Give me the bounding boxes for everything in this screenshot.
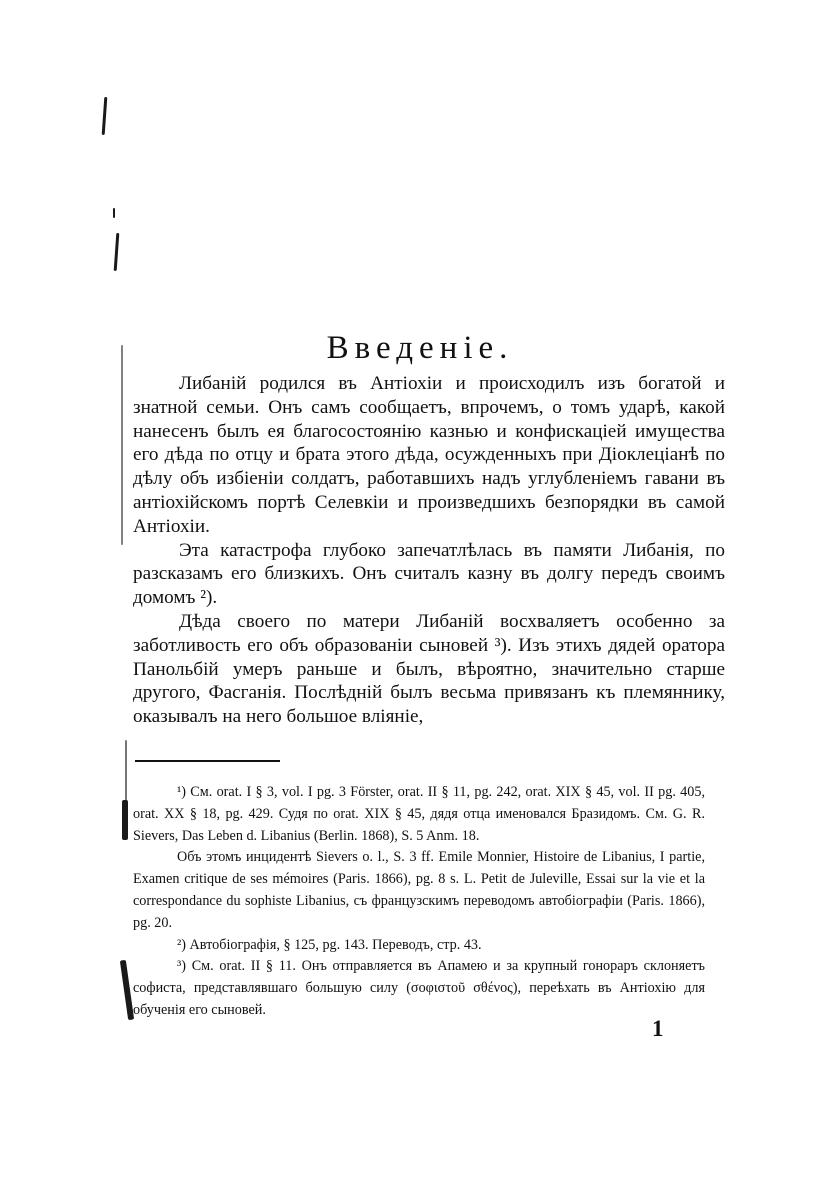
body-paragraph: Эта катастрофа глубоко запечатлѣлась въ памяти Либанiя, по разсказамъ его близкихъ. Онъ считалъ казну въ долгу передъ своимъ домомъ ²). — [133, 539, 725, 609]
footnote: Объ этомъ инцидентѣ Sievers o. l., S. 3 ff. Emile Monnier, Histoire de Libanius, I partie, Examen critique de ses mémoires (Paris. 1866), pg. 8 s. L. Petit de Juleville, Essai sur la vie et la correspondance du sophiste Libanius, съ французскимъ переводомъ автобiографiи (Paris. 1866), pg. 20. — [133, 849, 705, 931]
margin-scan-mark — [122, 800, 128, 840]
footnotes — [133, 782, 705, 1022]
margin-scan-mark — [121, 345, 123, 545]
footnote: ²) Автобiографiя, § 125, pg. 143. Переводъ, стр. 43. — [177, 936, 482, 953]
page-title: Введенiе. — [326, 330, 514, 367]
footnote-divider — [135, 760, 280, 762]
margin-scan-mark — [114, 233, 120, 271]
body-paragraph: Дѣда своего по матери Либанiй восхваляетъ особенно за заботливость его объ образованiи сыновей ³). Изъ этихъ дядей оратора Панольбiй умеръ раньше и былъ, вѣроятно, значительно старше другого, Фасганiя. Послѣднiй былъ весьма привязанъ къ племяннику, оказывалъ на него большое влiянiе, — [133, 610, 725, 728]
main-body — [133, 372, 725, 729]
page-number: 1 — [652, 1016, 664, 1041]
footnote: ¹) См. orat. I § 3, vol. I pg. 3 Förster, orat. II § 11, pg. 242, orat. XIX § 45, vol. II pg. 405, orat. XX § 18, pg. 429. Судя по orat. XIX § 45, дядя отца именовался Бразидомъ. См. G. R. Sievers, Das Leben d. Libanius (Berlin. 1868), S. 5 Anm. 18. — [133, 784, 705, 844]
footnote: ³) См. orat. II § 11. Онъ отправляется въ Апамею и за крупный гонораръ склоняетъ софиста, представлявшаго большую силу (σοφιστοῦ σθένος), переѣхать въ Антiохiю для обученiя его сыновей. — [133, 958, 705, 1018]
margin-scan-mark — [113, 208, 115, 218]
margin-scan-mark — [102, 97, 108, 135]
body-paragraph: Либанiй родился въ Антiохiи и происходилъ изъ богатой и знатной семьи. Онъ самъ сообщаетъ, впрочемъ, о томъ ударѣ, какой нанесенъ былъ ея благосостоянiю казнью и конфискацiей имущества его дѣда по отцу и брата этого дѣда, осужденныхъ при Дiоклецiанѣ по дѣлу объ избiенiи солдатъ, работавшихъ надъ углубленiемъ гавани въ антiохiйскомъ портѣ Селевкiи и произведшихъ безпорядки въ самой Антiохiи. — [133, 373, 725, 537]
margin-scan-mark — [120, 960, 134, 1020]
